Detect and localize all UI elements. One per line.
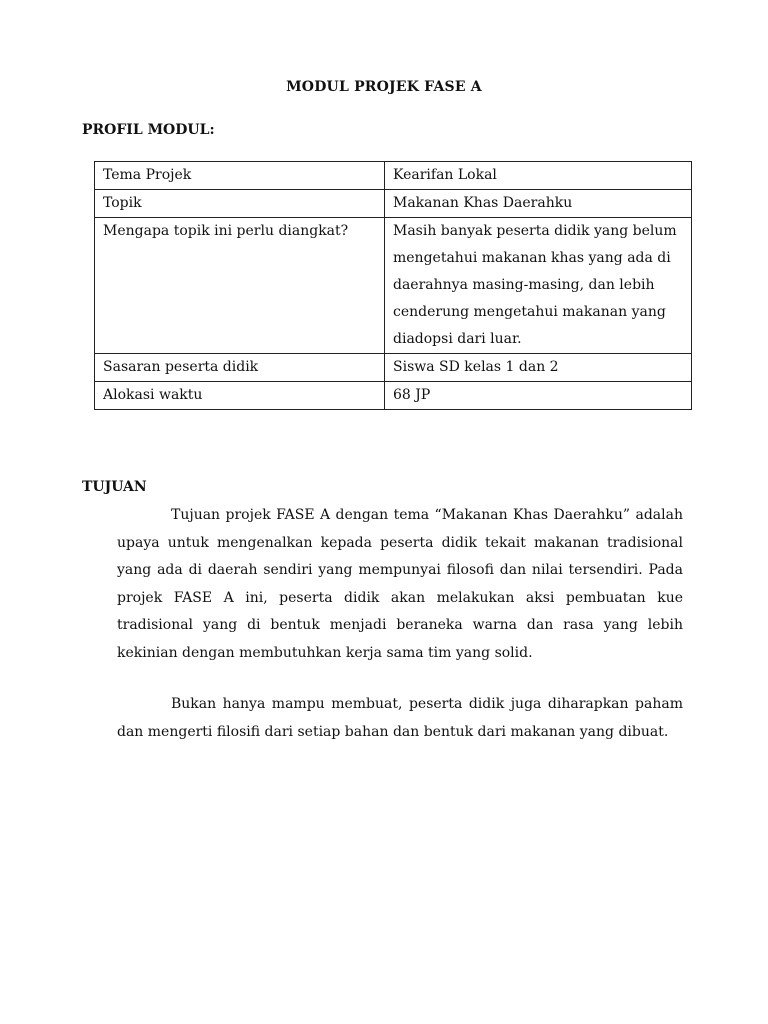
table-cell-label: Tema Projek bbox=[95, 162, 385, 190]
table-row bbox=[95, 162, 692, 190]
table-cell-label: Mengapa topik ini perlu diangkat? bbox=[95, 218, 385, 354]
tujuan-heading: TUJUAN bbox=[82, 479, 147, 495]
table-cell-label: Topik bbox=[95, 190, 385, 218]
table-row bbox=[95, 354, 692, 382]
table-cell-value: Makanan Khas Daerahku bbox=[385, 190, 692, 218]
document-title: MODUL PROJEK FASE A bbox=[286, 79, 482, 95]
table-row bbox=[95, 382, 692, 410]
table-row bbox=[95, 218, 692, 354]
paragraph-tujuan-1: Tujuan projek FASE A dengan tema “Makanan Khas Daerahku” adalah upaya untuk mengenalkan kepada peserta didik tekait makanan tradisional yang ada di daerah sendiri yang mempunyai filosofi dan nilai tersendiri. Pada projek FASE A ini, peserta didik akan melakukan aksi pembuatan kue tradisional yang di bentuk menjadi beraneka warna dan rasa yang lebih kekinian dengan membutuhkan kerja sama tim yang solid. bbox=[117, 507, 683, 661]
table-cell-value: Siswa SD kelas 1 dan 2 bbox=[385, 354, 692, 382]
table-cell-label: Alokasi waktu bbox=[95, 382, 385, 410]
paragraph-tujuan-2: Bukan hanya mampu membuat, peserta didik juga diharapkan paham dan mengerti filosifi dari setiap bahan dan bentuk dari makanan yang dibuat. bbox=[117, 696, 683, 740]
table-cell-label: Sasaran peserta didik bbox=[95, 354, 385, 382]
table-cell-value: Kearifan Lokal bbox=[385, 162, 692, 190]
profil-modul-heading: PROFIL MODUL: bbox=[82, 122, 215, 138]
table-row bbox=[95, 190, 692, 218]
table-cell-value: 68 JP bbox=[385, 382, 692, 410]
table-cell-value: Masih banyak peserta didik yang belum mengetahui makanan khas yang ada di daerahnya masing-masing, dan lebih cenderung mengetahui makanan yang diadopsi dari luar. bbox=[385, 218, 692, 354]
profile-table bbox=[94, 161, 692, 410]
